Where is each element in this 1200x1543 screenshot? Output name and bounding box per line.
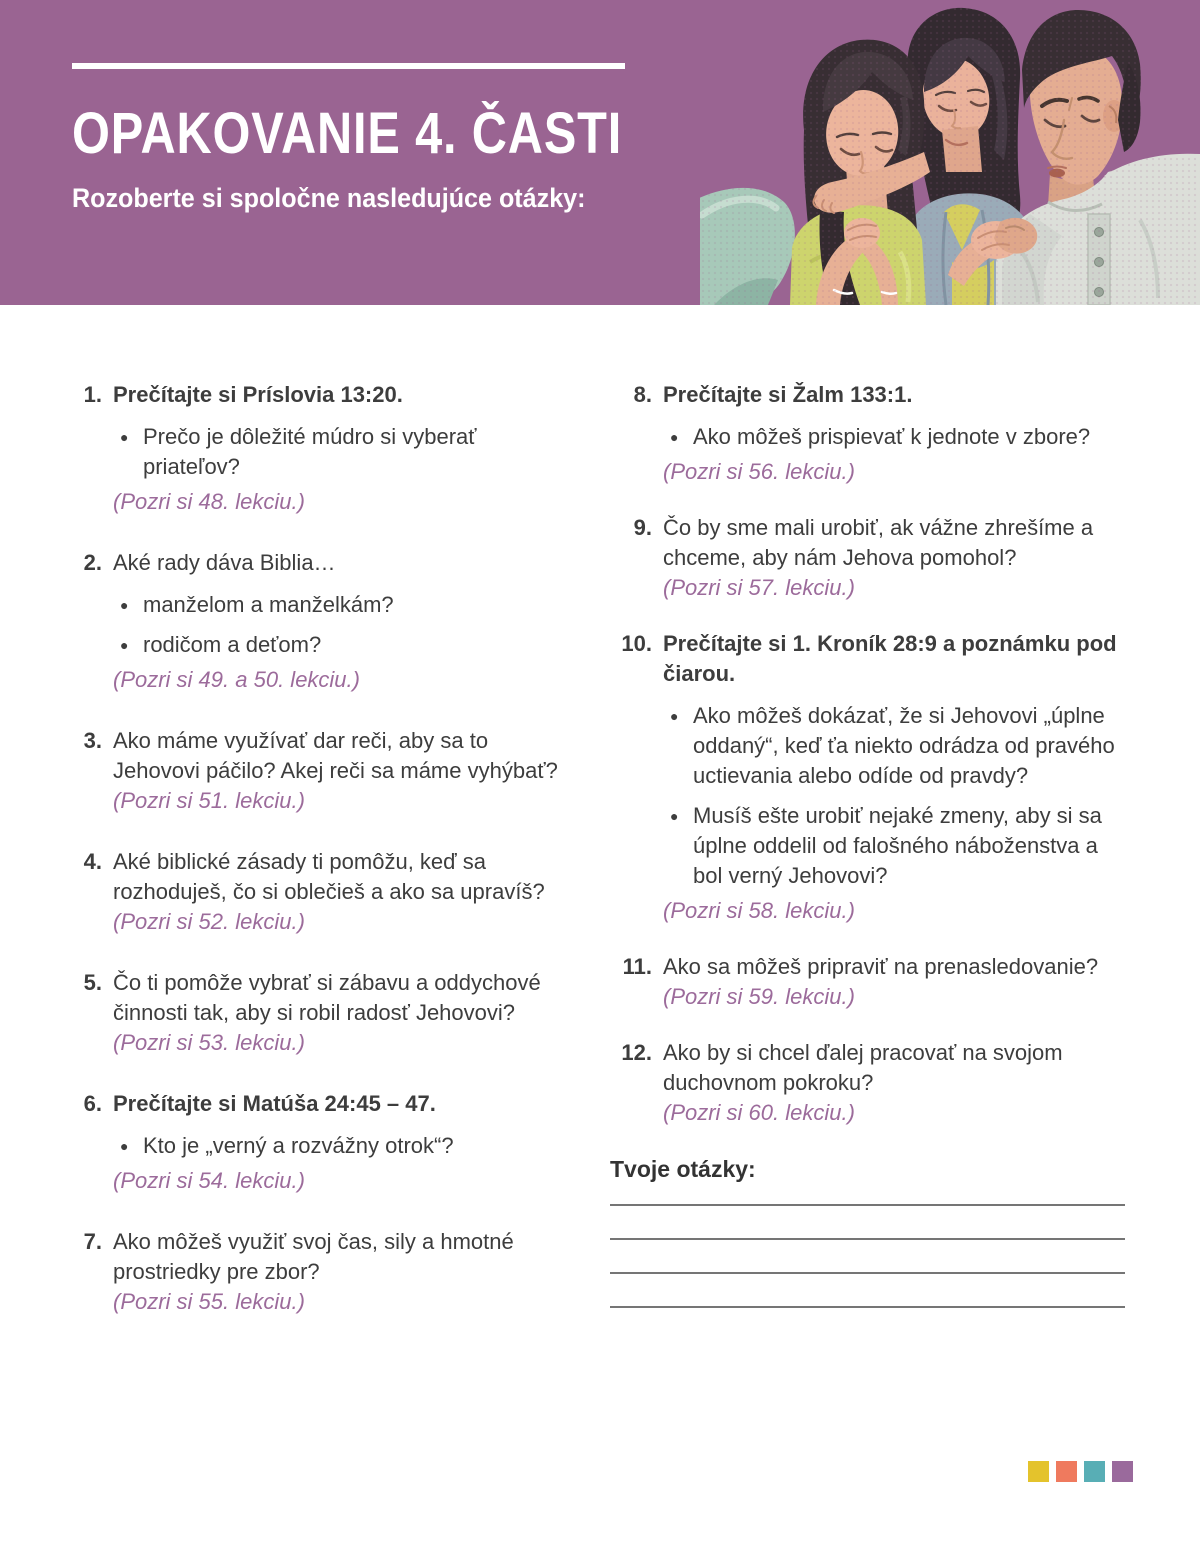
- question-number: 8.: [633, 382, 652, 407]
- your-questions-lines: [610, 1184, 1125, 1308]
- bullet-item: [113, 1131, 568, 1161]
- bullet-icon: ●: [120, 429, 129, 445]
- bullet-list: [663, 701, 1125, 891]
- lesson-reference: (Pozri si 53. lekciu.): [113, 1030, 305, 1055]
- question-number: 2.: [83, 550, 102, 575]
- question-number: 9.: [633, 515, 652, 540]
- palette-square-purple: [1112, 1461, 1133, 1482]
- writing-line[interactable]: [610, 1274, 1125, 1308]
- lesson-reference: (Pozri si 49. a 50. lekciu.): [113, 667, 360, 692]
- bullet-text: rodičom a deťom?: [143, 632, 322, 657]
- question-title: Čo ti pomôže vybrať si zábavu a oddychové činnosti tak, aby si robil radosť Jehovovi?: [113, 970, 541, 1025]
- right-column: [610, 380, 1125, 1308]
- lesson-reference: (Pozri si 48. lekciu.): [113, 489, 305, 514]
- writing-line[interactable]: [610, 1240, 1125, 1274]
- bullet-icon: ●: [120, 597, 129, 613]
- question-10: [610, 629, 1125, 926]
- question-number: 12.: [621, 1040, 652, 1065]
- bullet-item: [663, 801, 1125, 891]
- palette-square-coral: [1056, 1461, 1077, 1482]
- question-number: 11.: [622, 954, 652, 979]
- writing-line[interactable]: [610, 1206, 1125, 1240]
- your-questions-section: [610, 1154, 1125, 1308]
- bullet-list: [113, 422, 568, 482]
- bullet-text: Kto je „verný a rozvážny otrok“?: [143, 1133, 454, 1158]
- footer-palette: [1028, 1461, 1133, 1482]
- question-title: Ako máme využívať dar reči, aby sa to Jehovovi páčilo? Akej reči sa máme vyhýbať?: [113, 728, 558, 783]
- your-questions-label: Tvoje otázky:: [610, 1156, 756, 1182]
- question-11: [610, 952, 1125, 1012]
- question-title: Prečítajte si Príslovia 13:20.: [113, 382, 403, 407]
- bullet-list: [113, 590, 568, 660]
- lesson-reference: (Pozri si 56. lekciu.): [663, 459, 855, 484]
- lesson-reference: (Pozri si 54. lekciu.): [113, 1168, 305, 1193]
- question-title: Aké rady dáva Biblia…: [113, 550, 336, 575]
- question-number: 1.: [83, 382, 102, 407]
- bullet-item: [663, 701, 1125, 791]
- question-title: Prečítajte si Matúša 24:45 – 47.: [113, 1091, 436, 1116]
- bullet-item: [113, 422, 568, 482]
- halftone-overlay: [700, 0, 1200, 305]
- bullet-icon: ●: [670, 708, 679, 724]
- question-number: 4.: [83, 849, 102, 874]
- bullet-icon: ●: [670, 808, 679, 824]
- lesson-reference: (Pozri si 55. lekciu.): [113, 1289, 305, 1314]
- header-rule: [72, 63, 625, 69]
- question-3: [72, 726, 568, 816]
- bullet-icon: ●: [120, 1138, 129, 1154]
- lesson-reference: (Pozri si 59. lekciu.): [663, 984, 855, 1009]
- question-title: Prečítajte si 1. Kroník 28:9 a poznámku pod čiarou.: [663, 631, 1117, 686]
- question-number: 7.: [83, 1229, 102, 1254]
- bullet-text: Ako môžeš dokázať, že si Jehovovi „úplne oddaný“, keď ťa niekto odrádza od pravého uctievania alebo odíde od pravdy?: [693, 703, 1115, 788]
- question-12: [610, 1038, 1125, 1128]
- question-number: 5.: [83, 970, 102, 995]
- page-title: OPAKOVANIE 4. ČASTI: [72, 101, 623, 166]
- writing-line[interactable]: [610, 1184, 1125, 1206]
- bullet-list: [113, 1131, 568, 1161]
- question-number: 3.: [83, 728, 102, 753]
- lesson-reference: (Pozri si 52. lekciu.): [113, 909, 305, 934]
- question-7: [72, 1227, 568, 1317]
- bullet-text: Prečo je dôležité múdro si vyberať priateľov?: [143, 424, 477, 479]
- left-column: [72, 380, 568, 1348]
- question-title: Prečítajte si Žalm 133:1.: [663, 382, 913, 407]
- lesson-reference: (Pozri si 51. lekciu.): [113, 788, 305, 813]
- bullet-icon: ●: [120, 637, 129, 653]
- family-praying-illustration: [700, 0, 1200, 305]
- question-title: Ako môžeš využiť svoj čas, sily a hmotné prostriedky pre zbor?: [113, 1229, 514, 1284]
- bullet-text: Ako môžeš prispievať k jednote v zbore?: [693, 424, 1091, 449]
- bullet-text: Musíš ešte urobiť nejaké zmeny, aby si sa úplne oddelil od falošného náboženstva a bol verný Jehovovi?: [693, 803, 1102, 888]
- lesson-reference: (Pozri si 57. lekciu.): [663, 575, 855, 600]
- question-9: [610, 513, 1125, 603]
- question-5: [72, 968, 568, 1058]
- bullet-item: [113, 590, 568, 620]
- bullet-text: manželom a manželkám?: [143, 592, 394, 617]
- lesson-reference: (Pozri si 58. lekciu.): [663, 898, 855, 923]
- bullet-list: [663, 422, 1125, 452]
- question-title: Aké biblické zásady ti pomôžu, keď sa rozhoduješ, čo si oblečieš a ako sa upravíš?: [113, 849, 545, 904]
- question-title: Ako sa môžeš pripraviť na prenasledovanie?: [663, 954, 1099, 979]
- palette-square-yellow: [1028, 1461, 1049, 1482]
- palette-square-teal: [1084, 1461, 1105, 1482]
- bullet-icon: ●: [670, 429, 679, 445]
- question-6: [72, 1089, 568, 1196]
- question-number: 6.: [83, 1091, 102, 1116]
- question-4: [72, 847, 568, 937]
- question-title: Čo by sme mali urobiť, ak vážne zhrešíme a chceme, aby nám Jehova pomohol?: [663, 515, 1094, 570]
- question-2: [72, 548, 568, 695]
- question-title: Ako by si chcel ďalej pracovať na svojom duchovnom pokroku?: [663, 1040, 1063, 1095]
- question-8: [610, 380, 1125, 487]
- page-subtitle: Rozoberte si spoločne nasledujúce otázky:: [72, 183, 586, 213]
- bullet-item: [663, 422, 1125, 452]
- bullet-item: [113, 630, 568, 660]
- header-banner: [0, 0, 1200, 305]
- question-number: 10.: [621, 631, 652, 656]
- lesson-reference: (Pozri si 60. lekciu.): [663, 1100, 855, 1125]
- question-1: [72, 380, 568, 517]
